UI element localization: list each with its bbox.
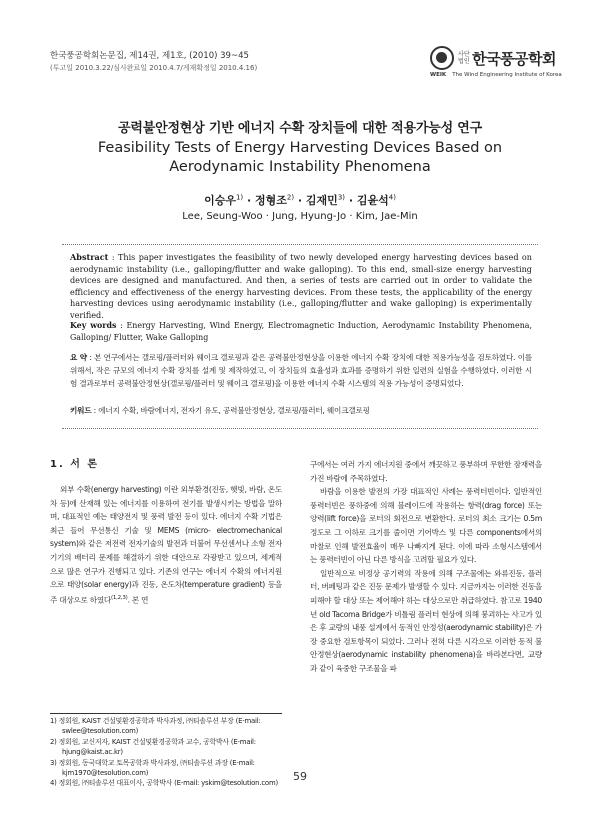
author-name: 김윤석 (356, 194, 389, 207)
body-column-right (310, 458, 542, 676)
author-separator: · (243, 194, 255, 207)
society-emblem-icon (430, 46, 454, 70)
author-mark: 2) (286, 193, 295, 202)
paragraph-tail: . 본 연 (127, 595, 149, 605)
abstract-text: : This paper investigates the feasibility of two newly developed energy harvesting devices based on aerodynamic instability (i.e., galloping/flutter and wake galloping). To this end, small-size energy harvesting devices are designed and manufactured. And then, a series of tests are carried out in order to validate the efficiency and effectiveness of the energy harvesting devices. From these tests, the applicability of the energy harvesting devices using aerodynamic instability (i.e., galloping/flutter and wake galloping) is experimentally verified. (70, 252, 532, 320)
society-english-name: The Wind Engineering Institute of Korea (452, 72, 562, 78)
society-name: 한국풍공학회 (472, 49, 556, 68)
citation: (1,2,3) (111, 594, 128, 601)
body-paragraph: 일반적으로 비정상 공기력의 작용에 의해 구조물에는 와류진동, 플러터, 버페팅과 같은 진동 문제가 발생할 수 있다. 지금까지는 이러한 진동을 피해야 할 대상 또는 제어해야 하는 대상으로만 취급하였다. 참고로 1940년 old Tacoma Bridge가 비틀림 플러터 현상에 의해 붕괴하는 사고가 있은 후 교량의 내풍 설계에서 동적인 안정성(aerodynamic stability)은 가장 중요한 검토항목이 되었다. 그러나 전혀 다른 시각으로 이러한 동적 불안정현상(aerodynamic instability phenomena)을 바라본다면, 교량과 같이 육중한 구조물을 파 (310, 568, 542, 673)
author-mark: 3) (337, 193, 345, 202)
author-separator: · (294, 194, 306, 207)
abstract-label: Abstract (70, 252, 109, 262)
footnote-rule (50, 713, 282, 714)
author-mark: 1) (235, 193, 244, 202)
body-paragraph: 구에서는 여러 가지 에너지원 중에서 깨끗하고 풍부하며 무한한 잠재력을 가진 바람에 주목하였다. (310, 460, 542, 483)
footnote: 4) 정회원, ㈜티솔루션 대표이사, 공학박사 (E-mail: yskim@tesolution.com) (50, 779, 278, 788)
author-separator: · (345, 194, 357, 207)
page-number: 59 (293, 770, 307, 783)
keywords-label: Key words (70, 321, 117, 330)
section-title: 1. 서 론 (50, 459, 100, 470)
body-paragraph: 바람을 이용한 발전의 가장 대표적인 사례는 풍력터빈이다. 일반적인 풍력터빈은 풍하중에 의해 블레이드에 작용하는 항력(drag force) 또는 양력(lift force)을 로터의 회전으로 변환한다. 로터의 최소 크기는 0.5m 정도로 그 이하로 크기를 줄이면 기어박스 및 다른 components에서의 마찰로 인해 발전효율이 매우 나빠지게 된다. 이에 따라 소형시스템에서는 풍력터빈이 아닌 다른 방식을 고려할 필요가 있다. (310, 487, 542, 565)
footnote: 2) 정회원, 교신저자, KAIST 건설및환경공학과 교수, 공학박사 (E-mail: hjung@kaist.ac.kr) (50, 737, 256, 757)
title-english-line2: Aerodynamic Instability Phenomena (169, 159, 431, 175)
society-sub-label: 사단 법인 (458, 51, 470, 65)
journal-header (50, 50, 257, 74)
body-paragraph (50, 483, 282, 607)
korean-keywords (70, 405, 532, 417)
korean-abstract-text: : 본 연구에서는 갤로핑/플러터와 웨이크 갤로핑과 같은 공력불안정현상을 이용한 에너지 수확 장치에 대한 적용가능성을 검토하였다. 이를 위해서, 작은 규모의 에너지 수확 장치를 설계 및 제작하였고, 이 장치들의 효율성과 효과를 증명하기 위한 일련의 실험을 수행하였다. 이러한 시험 결과로부터 공력불안정현상(갤로핑/플러터 및 웨이크 갤로핑)을 이용한 에너지 수확 시스템의 적용 가능성이 증명되었다. (70, 353, 533, 388)
title-english (0, 139, 600, 177)
society-english (430, 72, 562, 78)
korean-abstract (70, 351, 532, 390)
title-english-line1: Feasibility Tests of Energy Harvesting Devices Based on (97, 140, 503, 156)
authors-korean (0, 192, 600, 208)
title-korean: 공력불안정현상 기반 에너지 수확 장치들에 대한 적용가능성 연구 (118, 121, 482, 136)
abstract (70, 252, 532, 322)
korean-keywords-label: 키워드 (70, 406, 92, 415)
society-abbr: WEIK (430, 72, 447, 78)
author-name: 김재민 (305, 194, 338, 207)
keywords (70, 320, 532, 343)
korean-keywords-text: : 에너지 수확, 바람에너지, 전자기 유도, 공력불안정현상, 갤로핑/플러터, 웨이크갤로핑 (91, 406, 370, 415)
korean-abstract-label: 요 약 (70, 353, 87, 362)
society-logo (430, 46, 562, 78)
author-mark: 4) (388, 193, 396, 202)
authors-english: Lee, Seung-Woo · Jung, Hyung-Jo · Kim, Jae-Min (182, 211, 418, 222)
author-name: 정형조 (255, 194, 287, 207)
divider-bottom (62, 428, 538, 429)
body-column-left (50, 458, 282, 607)
submission-dates: (투고일 2010.3.22/심사완료일 2010.4.7/게재확정일 2010.4.16) (50, 64, 258, 72)
journal-citation: 한국풍공학회논문집, 제14권, 제1호, (2010) 39~45 (50, 51, 249, 61)
author-name: 이승우 (204, 194, 236, 207)
footnote: 1) 정회원, KAIST 건설및환경공학과 박사과정, ㈜티솔루션 부장 (E-mail: swlee@tesolution.com) (50, 717, 261, 736)
divider-top (62, 244, 538, 245)
footnote: 3) 정회원, 동국대학교 토목공학과 박사과정, ㈜티솔루션 과장 (E-mail: kjm1970@tesolution.com) (50, 758, 255, 778)
paragraph-text: 외부 수확(energy harvesting) 이란 외부환경(진동, 햇빛, 바람, 온도차 등)에 산재해 있는 에너지를 이용하여 전기를 발생시키는 방법을 말하며, 대표적인 예는 태양전지 및 풍력 발전 등이 있다. 에너지 수확 기법은 최근 들어 무선통신 기술 및 MEMS (micro- electromechanical system)와 같은 저전력 전자기술의 발전과 더불어 무선센서나 소형 전자기기의 배터리 문제를 해결하기 위한 대안으로 각광받고 있으며, 세계적으로 많은 연구가 진행되고 있다. 기존의 연구는 에너지 수확의 에너지원으로 태양(solar energy)과 진동, 온도차(temperature gradient) 등을 주 대상으로 하였다 (50, 485, 282, 605)
keywords-text: : Energy Harvesting, Wind Energy, Electromagnetic Induction, Aerodynamic Instability Phenomena, Galloping/ Flutter, Wake Galloping (70, 321, 533, 342)
